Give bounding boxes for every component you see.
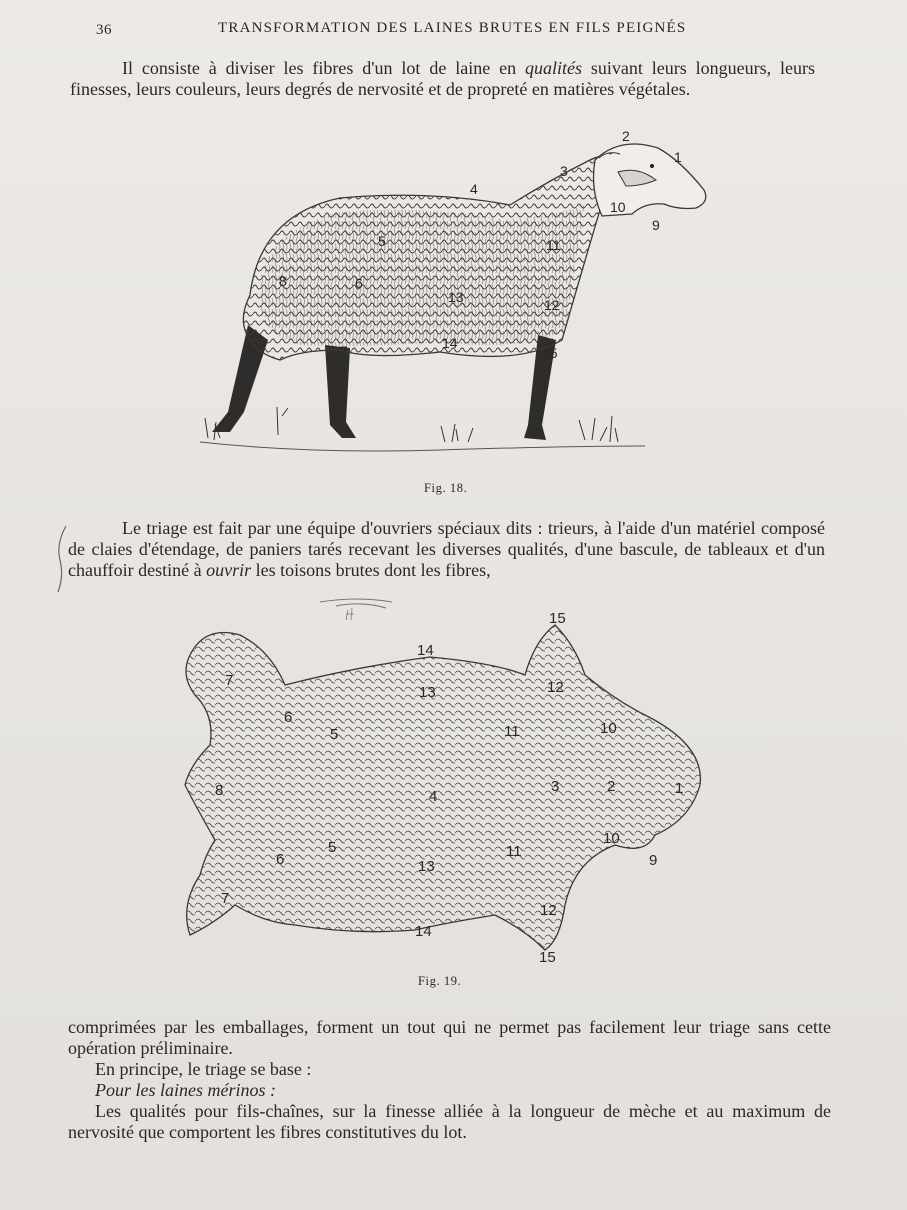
fig19-label-12a: 12 xyxy=(547,679,564,696)
closing-line-1: comprimées par les emballages, forment un tout qui ne permet pas facilement leur triage sans cette opération préliminaire. xyxy=(68,1017,831,1058)
fig18-label-11: 11 xyxy=(546,237,561,253)
fig19-label-4: 4 xyxy=(429,788,438,805)
fig19-label-14a: 14 xyxy=(417,642,434,659)
fig19-label-10b: 10 xyxy=(603,830,620,847)
triage-paragraph xyxy=(68,518,825,581)
fig19-label-8: 8 xyxy=(215,782,224,799)
fig19-label-11b: 11 xyxy=(506,843,522,860)
closing-line-3: Pour les laines mérinos : xyxy=(95,1080,276,1100)
fig18-label-12: 12 xyxy=(544,297,560,313)
fig19-label-11a: 11 xyxy=(504,723,520,740)
intro-paragraph xyxy=(70,58,815,100)
fig19-label-14b: 14 xyxy=(415,923,432,940)
fig19-label-15b: 15 xyxy=(539,949,556,966)
fig19-label-2: 2 xyxy=(607,778,616,795)
fig18-label-1: 1 xyxy=(674,149,682,165)
fig18-label-14: 14 xyxy=(442,335,458,351)
fig18-label-7: 7 xyxy=(340,343,348,359)
fig18-label-13: 13 xyxy=(448,289,464,305)
fig19-label-6a: 6 xyxy=(284,709,293,726)
triage-text-a: Le triage est fait par une équipe d'ouvriers spéciaux dits : trieurs, à l'aide d'un matériel composé de claies d'étendage, de paniers tarés recevant les diverses qualités, d'une bascule, de tableaux et d'un chauffoir destiné à xyxy=(68,518,825,580)
fig18-label-3: 3 xyxy=(560,163,568,179)
figure-19-fleece-engraving xyxy=(175,605,715,970)
fig18-label-2: 2 xyxy=(622,128,630,144)
closing-line-2: En principe, le triage se base : xyxy=(95,1059,312,1079)
figure-19-caption: Fig. 19. xyxy=(418,974,462,988)
fig18-label-8: 8 xyxy=(279,273,287,289)
fig19-label-13b: 13 xyxy=(418,858,435,875)
fig19-label-13a: 13 xyxy=(419,684,436,701)
fig19-label-7b: 7 xyxy=(221,890,230,907)
fig18-label-4: 4 xyxy=(470,181,478,197)
fig18-label-10: 10 xyxy=(610,199,626,215)
triage-italic: ouvrir xyxy=(206,560,252,580)
triage-text-b: les toisons brutes dont les fibres, xyxy=(251,560,491,580)
page-header xyxy=(96,18,876,42)
fig19-label-12b: 12 xyxy=(540,902,557,919)
fig18-label-15: 15 xyxy=(542,345,558,361)
page-number: 36 xyxy=(96,22,112,38)
fig18-label-9: 9 xyxy=(652,217,660,233)
fig19-label-9: 9 xyxy=(649,852,658,869)
fig19-label-10a: 10 xyxy=(600,720,617,737)
fig19-label-7a: 7 xyxy=(225,672,234,689)
running-title: TRANSFORMATION DES LAINES BRUTES EN FILS PEIGNÉS xyxy=(218,20,687,36)
fig19-label-5b: 5 xyxy=(328,839,337,856)
intro-text-a: Il consiste à diviser les fibres d'un lot de laine en xyxy=(122,58,525,78)
fig19-label-5a: 5 xyxy=(330,726,339,743)
fig19-label-6b: 6 xyxy=(276,851,285,868)
closing-paragraph xyxy=(68,1017,831,1143)
fig18-label-5: 5 xyxy=(378,233,386,249)
fig18-label-6: 6 xyxy=(355,275,363,291)
fig19-label-1: 1 xyxy=(675,780,684,797)
figure-18-caption: Fig. 18. xyxy=(424,481,468,495)
closing-line-4: Les qualités pour fils-chaînes, sur la finesse alliée à la longueur de mèche et au maximum de nervosité que comportent les fibres constitutives du lot. xyxy=(68,1101,831,1142)
intro-text-b: suivant leurs longueurs, leurs finesses, leurs couleurs, leurs degrés de nervosité et de propreté en matières végétales. xyxy=(70,58,815,99)
fig19-label-15a: 15 xyxy=(549,610,566,627)
figure-18-sheep-engraving xyxy=(190,120,730,470)
intro-italic: qualités xyxy=(524,58,582,78)
fig19-label-3: 3 xyxy=(551,778,560,795)
